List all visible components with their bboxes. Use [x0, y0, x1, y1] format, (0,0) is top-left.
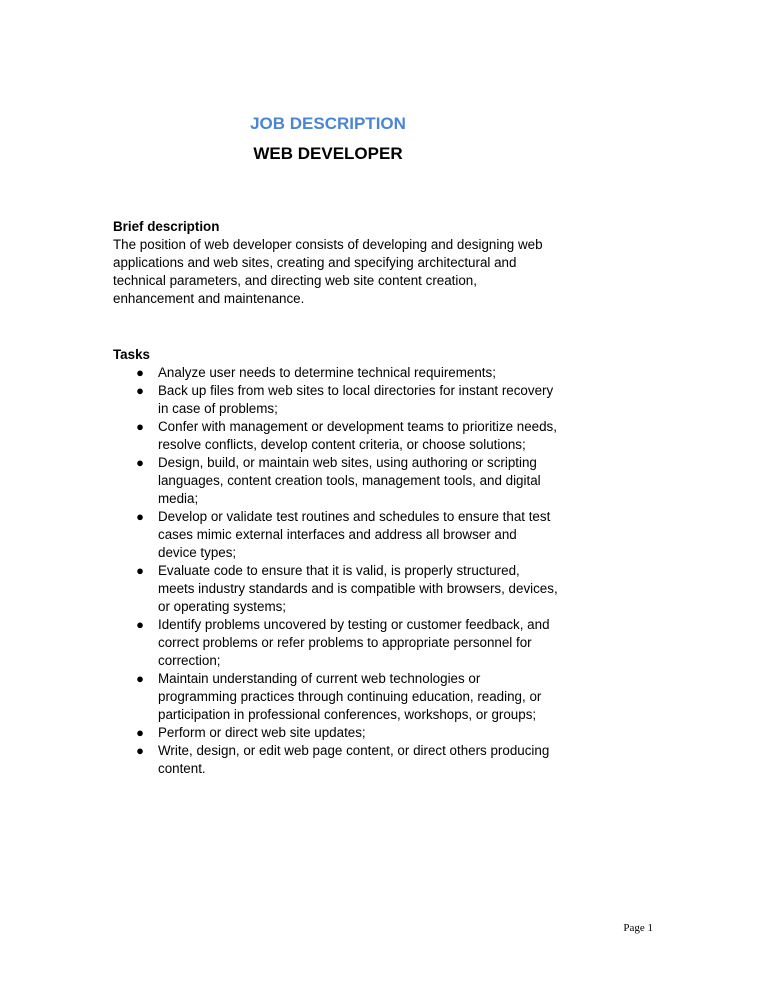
- task-item: [113, 616, 558, 670]
- task-item: [113, 742, 558, 778]
- task-item-text: Perform or direct web site updates;: [158, 725, 366, 740]
- bullet-dot-icon: ●: [136, 617, 144, 632]
- task-item: [113, 418, 558, 454]
- task-list: [113, 364, 558, 778]
- task-item: [113, 562, 558, 616]
- bullet-dot-icon: ●: [136, 365, 144, 380]
- bullet-dot-icon: ●: [136, 455, 144, 470]
- bullet-dot-icon: ●: [136, 725, 144, 740]
- bullet-dot-icon: ●: [136, 563, 144, 578]
- brief-description-section: [113, 218, 558, 308]
- task-item-text: Confer with management or development teams to prioritize needs, resolve conflicts, develop content criteria, or choose solutions;: [158, 419, 557, 452]
- task-item: [113, 724, 558, 742]
- brief-description-heading: Brief description: [113, 219, 220, 234]
- task-item-text: Design, build, or maintain web sites, using authoring or scripting languages, content creation tools, management tools, and digital media;: [158, 455, 541, 506]
- task-item-text: Write, design, or edit web page content, or direct others producing content.: [158, 743, 550, 776]
- document-title: JOB DESCRIPTION: [250, 114, 406, 133]
- bullet-dot-icon: ●: [136, 383, 144, 398]
- title-block: [0, 112, 656, 166]
- brief-description-text: The position of web developer consists of developing and designing web applications and web sites, creating and specifying architectural and technical parameters, and directing web site content creation, enhancement and maintenance.: [113, 237, 543, 306]
- task-item-text: Develop or validate test routines and schedules to ensure that test cases mimic external interfaces and address all browser and device types;: [158, 509, 551, 560]
- task-item: [113, 508, 558, 562]
- task-item-text: Identify problems uncovered by testing or customer feedback, and correct problems or refer problems to appropriate personnel for correction;: [158, 617, 550, 668]
- task-item: [113, 670, 558, 724]
- task-item-text: Analyze user needs to determine technical requirements;: [158, 365, 496, 380]
- document-subtitle: WEB DEVELOPER: [253, 144, 403, 163]
- bullet-dot-icon: ●: [136, 671, 144, 686]
- bullet-dot-icon: ●: [136, 743, 144, 758]
- page-number: Page 1: [623, 922, 653, 934]
- tasks-heading: Tasks: [113, 347, 150, 362]
- task-item-text: Back up files from web sites to local directories for instant recovery in case of problems;: [158, 383, 554, 416]
- task-item: [113, 364, 558, 382]
- task-item-text: Maintain understanding of current web technologies or programming practices through continuing education, reading, or participation in professional conferences, workshops, or groups;: [158, 671, 542, 722]
- bullet-dot-icon: ●: [136, 419, 144, 434]
- tasks-section: [113, 346, 558, 778]
- task-item: [113, 382, 558, 418]
- task-item: [113, 454, 558, 508]
- bullet-dot-icon: ●: [136, 509, 144, 524]
- task-item-text: Evaluate code to ensure that it is valid, is properly structured, meets industry standards and is compatible with browsers, devices, or operating systems;: [158, 563, 558, 614]
